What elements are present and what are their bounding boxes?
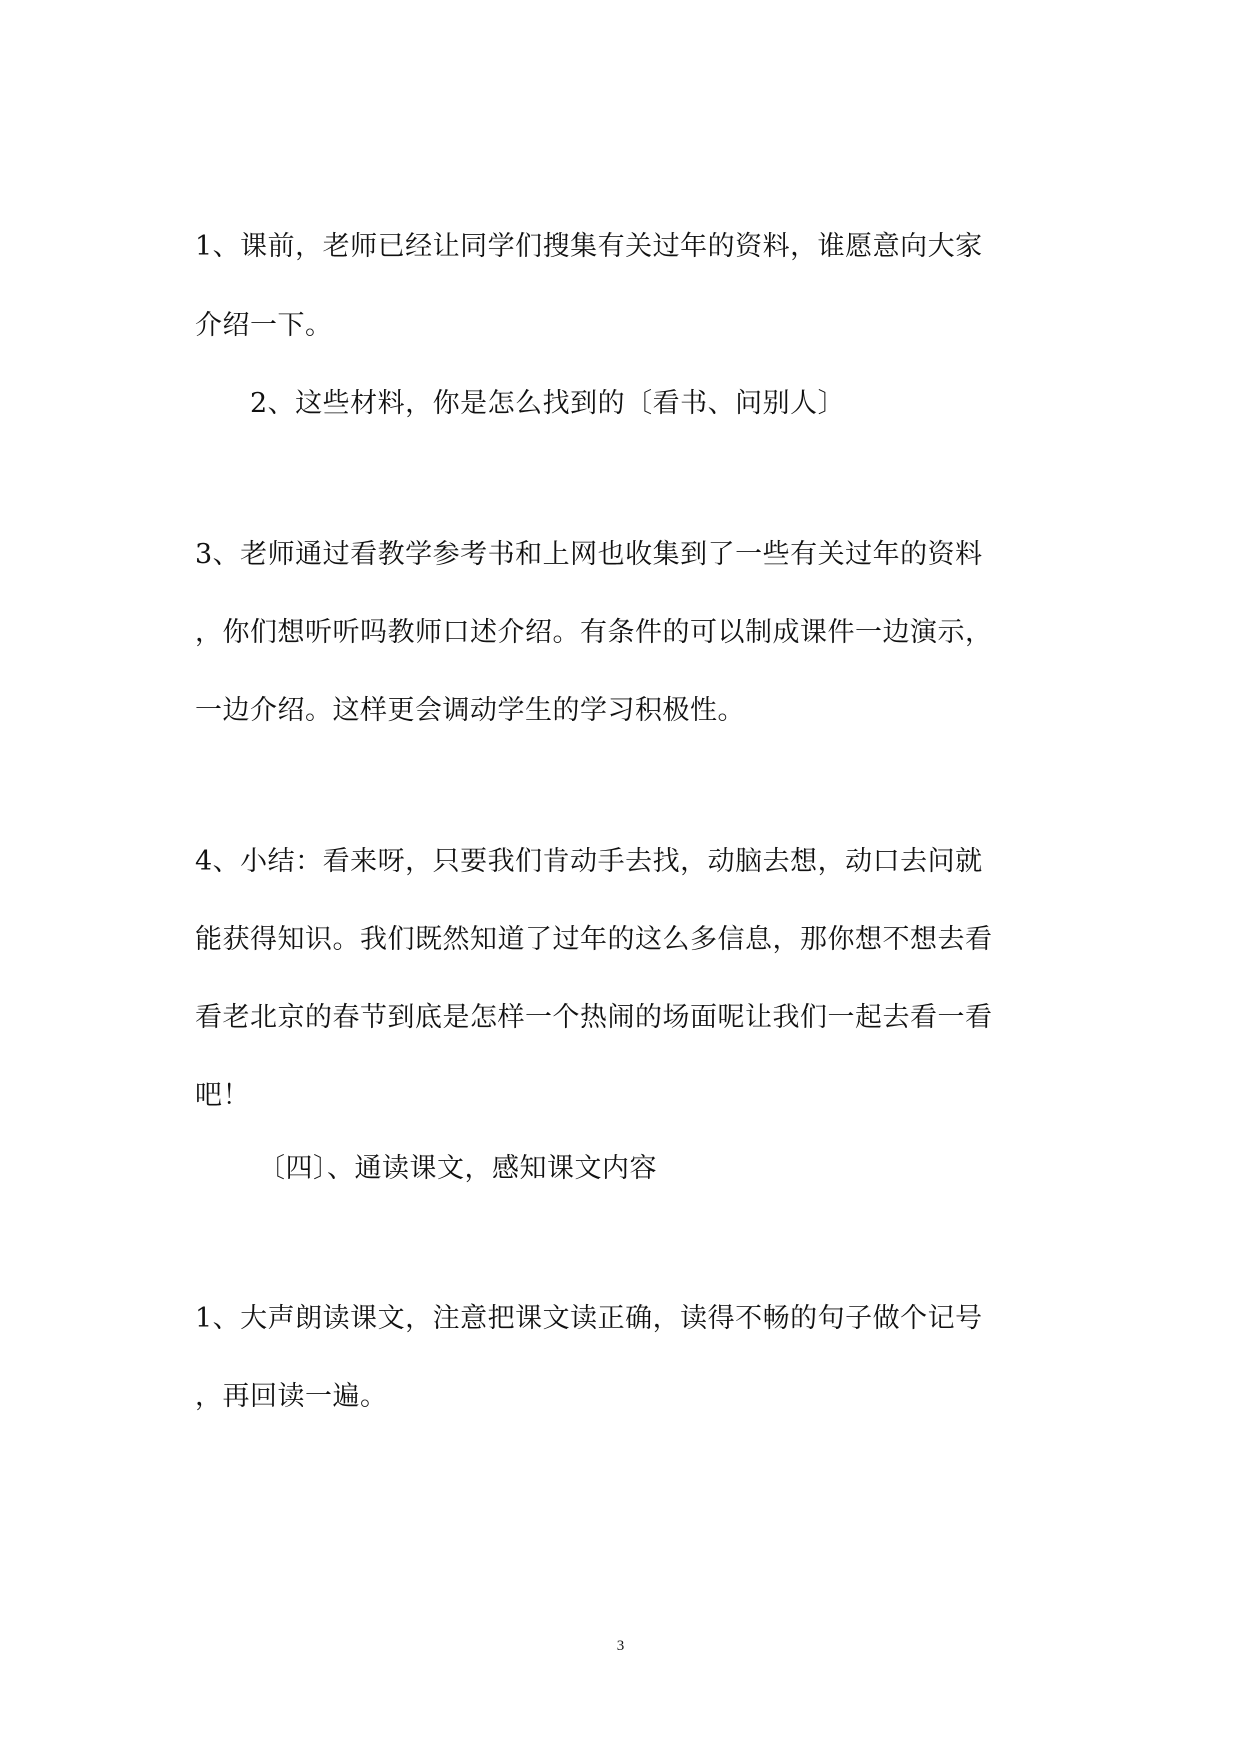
paragraph-4-line-1: 4、小结：看来呀，只要我们肯动手去找，动脑去想，动口去问就 <box>195 846 983 877</box>
paragraph-2-line-1: 2、这些材料，你是怎么找到的〔看书、问别人〕 <box>250 388 846 419</box>
paragraph-1-line-2: 介绍一下。 <box>195 310 333 341</box>
paragraph-4-line-2: 能获得知识。我们既然知道了过年的这么多信息，那你想不想去看 <box>195 924 993 955</box>
page-number: 3 <box>616 1638 625 1654</box>
paragraph-4-line-4: 吧！ <box>195 1080 250 1111</box>
paragraph-4-line-3: 看老北京的春节到底是怎样一个热闹的场面呢让我们一起去看一看 <box>195 1002 993 1033</box>
paragraph-6-line-2: ，再回读一遍。 <box>195 1381 388 1412</box>
section-heading-4: 〔四〕、通读课文，感知课文内容 <box>258 1153 657 1184</box>
paragraph-3-line-2: ，你们想听听吗教师口述介绍。有条件的可以制成课件一边演示， <box>195 617 993 648</box>
paragraph-3-line-1: 3、老师通过看教学参考书和上网也收集到了一些有关过年的资料 <box>195 539 983 570</box>
paragraph-3-line-3: 一边介绍。这样更会调动学生的学习积极性。 <box>195 695 745 726</box>
paragraph-6-line-1: 1、大声朗读课文，注意把课文读正确，读得不畅的句子做个记号 <box>195 1303 983 1334</box>
paragraph-1-line-1: 1、课前，老师已经让同学们搜集有关过年的资料，谁愿意向大家 <box>195 231 983 262</box>
